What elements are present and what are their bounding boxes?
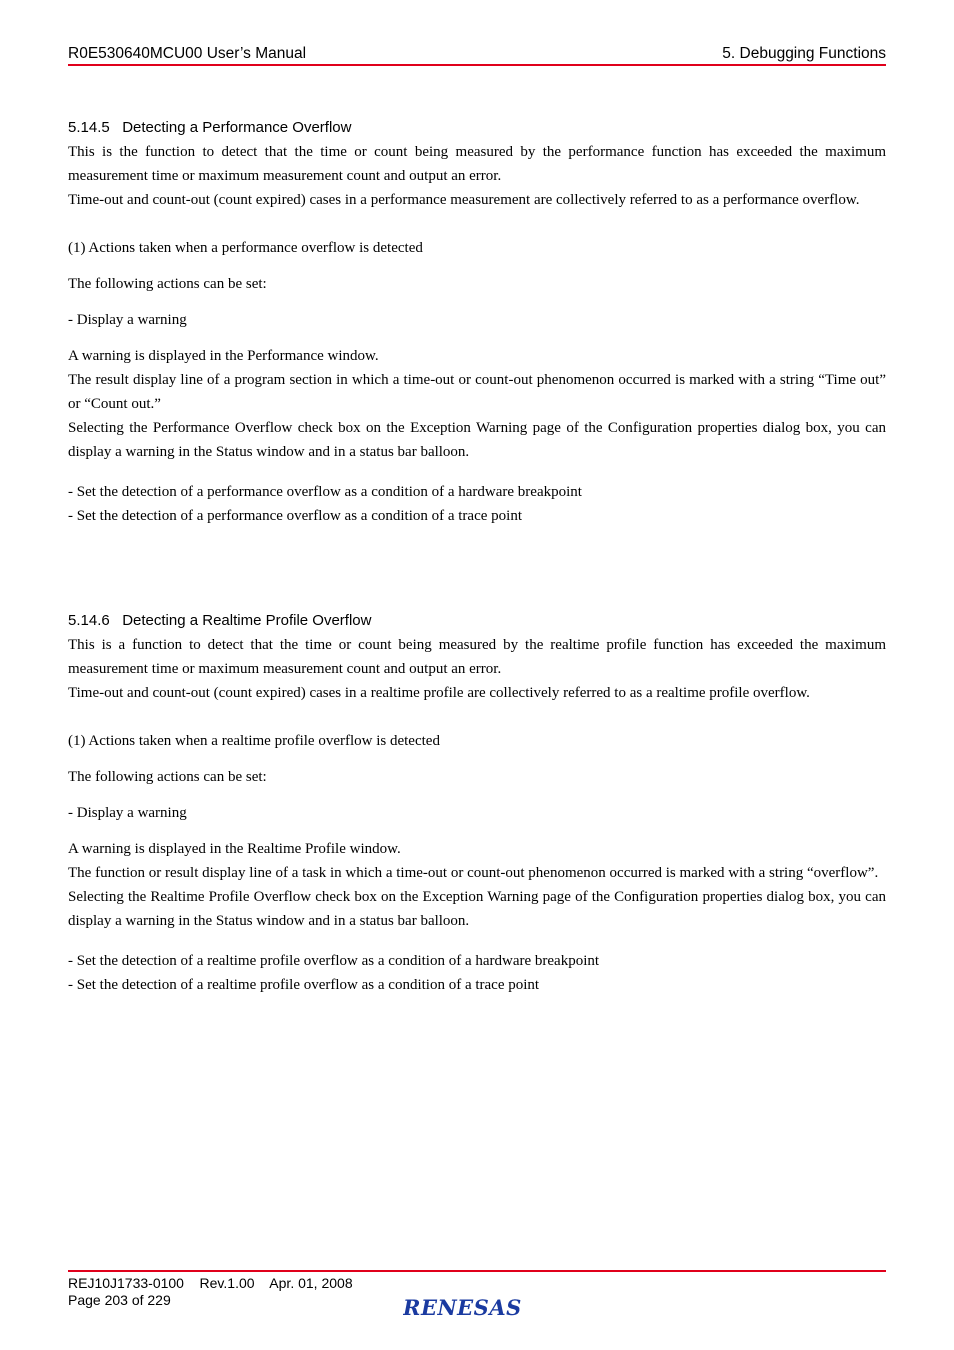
paragraph: The result display line of a program section in which a time-out or count-out phenomenon occurred is marked with a string “Time out” or “Count out.” [68, 372, 886, 412]
section-heading: 5.14.6 Detecting a Realtime Profile Overflow [68, 612, 372, 629]
chapter-title: 5. Debugging Functions [722, 45, 886, 62]
section-heading: 5.14.5 Detecting a Performance Overflow [68, 119, 352, 136]
header-rule [68, 64, 886, 66]
footer-rule [68, 1270, 886, 1272]
document-revision: REJ10J1733-0100 Rev.1.00 Apr. 01, 2008 [68, 1275, 353, 1291]
manual-title: R0E530640MCU00 User’s Manual [68, 45, 307, 62]
list-item: - Set the detection of a realtime profile overflow as a condition of a trace point [68, 977, 540, 993]
page-number: Page 203 of 229 [68, 1292, 171, 1308]
logo-text: RENESAS [403, 1295, 522, 1320]
sub-heading: (1) Actions taken when a performance overflow is detected [68, 240, 423, 256]
paragraph: The function or result display line of a task in which a time-out or count-out phenomenon occurred is marked with a string “overflow”. [68, 865, 879, 881]
paragraph: This is the function to detect that the time or count being measured by the performance function has exceeded the maximum measurement time or maximum measurement count and output an error. [68, 144, 886, 184]
list-item: - Set the detection of a performance overflow as a condition of a hardware breakpoint [68, 484, 582, 500]
section-realtime-profile-overflow [68, 609, 886, 997]
sub-heading: (1) Actions taken when a realtime profile overflow is detected [68, 733, 440, 749]
section-performance-overflow [68, 116, 886, 528]
list-item: - Set the detection of a performance overflow as a condition of a trace point [68, 508, 522, 524]
paragraph: A warning is displayed in the Realtime Profile window. [68, 841, 401, 857]
paragraph: Time-out and count-out (count expired) cases in a performance measurement are collectively referred to as a performance overflow. [68, 192, 860, 208]
list-item: - Set the detection of a realtime profile overflow as a condition of a hardware breakpoint [68, 953, 600, 969]
paragraph: A warning is displayed in the Performance window. [68, 348, 379, 364]
paragraph: This is a function to detect that the time or count being measured by the realtime profile function has exceeded the maximum measurement time or maximum measurement count and output an error. [68, 637, 886, 677]
paragraph: The following actions can be set: [68, 769, 267, 785]
paragraph: The following actions can be set: [68, 276, 267, 292]
paragraph: Selecting the Realtime Profile Overflow check box on the Exception Warning page of the Configuration properties dialog box, you can display a warning in the Status window and in a status bar balloon. [68, 889, 886, 929]
paragraph: Time-out and count-out (count expired) cases in a realtime profile are collectively referred to as a realtime profile overflow. [68, 685, 810, 701]
list-item: - Display a warning [68, 805, 187, 821]
paragraph: Selecting the Performance Overflow check box on the Exception Warning page of the Configuration properties dialog box, you can display a warning in the Status window and in a status bar balloon. [68, 420, 886, 460]
list-item: - Display a warning [68, 312, 187, 328]
page-footer [68, 1275, 353, 1309]
page-header [68, 45, 886, 65]
renesas-logo-icon [403, 1294, 553, 1320]
